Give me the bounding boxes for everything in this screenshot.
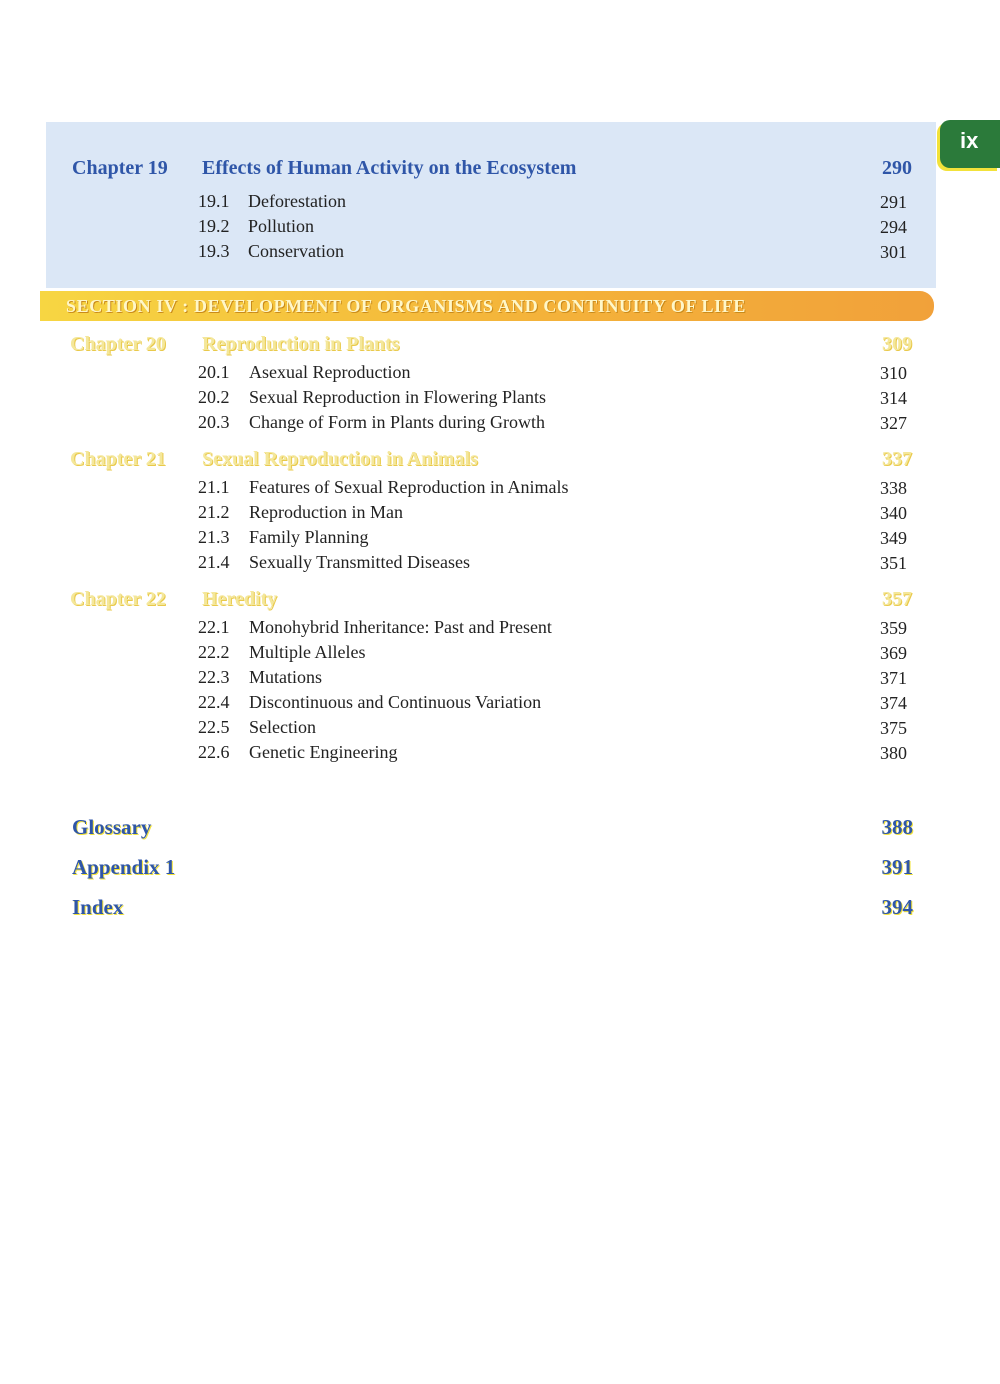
section-number: 21.4	[198, 552, 230, 572]
section-page: 349	[880, 528, 907, 548]
chapter-21-label: Chapter 21	[70, 448, 166, 470]
appendix-1-page: 391	[881, 855, 913, 879]
section-title: Sexually Transmitted Diseases	[249, 552, 470, 572]
section-page: 340	[880, 503, 907, 523]
section-number: 21.3	[198, 527, 230, 547]
glossary-page: 388	[881, 815, 913, 839]
section-page: 351	[880, 553, 907, 573]
section-title: Reproduction in Man	[249, 502, 403, 522]
page-number: ix	[960, 128, 979, 153]
section-number: 20.2	[198, 387, 230, 407]
index-label: Index	[72, 895, 124, 919]
section-number: 22.4	[198, 692, 230, 712]
section-title: Change of Form in Plants during Growth	[249, 412, 545, 432]
section-number: 20.1	[198, 362, 230, 382]
section-number: 19.1	[198, 191, 230, 211]
glossary-label: Glossary	[72, 815, 152, 839]
chapter-20-title: Reproduction in Plants	[202, 333, 400, 355]
index-page: 394	[881, 895, 913, 919]
section-page: 291	[880, 192, 907, 212]
chapter-19-page: 290	[882, 157, 912, 179]
section-title: Features of Sexual Reproduction in Animals	[249, 477, 569, 497]
section-page: 310	[880, 363, 907, 383]
section-title: Mutations	[249, 667, 323, 687]
section-header-text: SECTION IV : DEVELOPMENT OF ORGANISMS AND CONTINUITY OF LIFE	[66, 296, 746, 316]
chapter-19-title: Effects of Human Activity on the Ecosystem	[202, 157, 577, 179]
section-title: Discontinuous and Continuous Variation	[249, 692, 542, 712]
section-number: 20.3	[198, 412, 230, 432]
chapter-20-label: Chapter 20	[70, 333, 166, 355]
chapter-22-title: Heredity	[202, 588, 278, 610]
chapter-22-page: 357	[882, 588, 912, 610]
section-title: Genetic Engineering	[249, 742, 398, 762]
chapter-20-page: 309	[882, 333, 912, 355]
section-number: 22.1	[198, 617, 230, 637]
chapter-19-label: Chapter 19	[72, 157, 168, 179]
section-title: Asexual Reproduction	[249, 362, 411, 382]
section-title: Deforestation	[248, 191, 346, 211]
appendix-1-label: Appendix 1	[72, 855, 176, 879]
section-page: 301	[880, 242, 907, 262]
chapter-21-title: Sexual Reproduction in Animals	[202, 448, 478, 470]
section-page: 369	[880, 643, 907, 663]
section-number: 21.1	[198, 477, 230, 497]
section-number: 22.3	[198, 667, 230, 687]
chapter-22-label: Chapter 22	[70, 588, 166, 610]
section-page: 294	[880, 217, 907, 237]
section-title: Pollution	[248, 216, 315, 236]
section-number: 22.6	[198, 742, 230, 762]
section-page: 338	[880, 478, 907, 498]
section-number: 22.2	[198, 642, 230, 662]
section-number: 19.3	[198, 241, 230, 261]
section-page: 374	[880, 693, 907, 713]
section-page: 371	[880, 668, 907, 688]
section-page: 375	[880, 718, 907, 738]
section-header-bar	[40, 291, 934, 321]
section-title: Family Planning	[249, 527, 369, 547]
section-page: 380	[880, 743, 907, 763]
section-title: Selection	[249, 717, 316, 737]
section-number: 22.5	[198, 717, 230, 737]
section-title: Multiple Alleles	[249, 642, 366, 662]
section-page: 314	[880, 388, 907, 408]
chapter-21-page: 337	[882, 448, 912, 470]
section-title: Conservation	[248, 241, 344, 261]
section-title: Sexual Reproduction in Flowering Plants	[249, 387, 546, 407]
section-page: 327	[880, 413, 907, 433]
section-number: 21.2	[198, 502, 230, 522]
section-number: 19.2	[198, 216, 230, 236]
chapter-19-panel	[46, 122, 936, 288]
section-title: Monohybrid Inheritance: Past and Present	[249, 617, 552, 637]
section-page: 359	[880, 618, 907, 638]
page-number-tab	[940, 120, 1000, 168]
